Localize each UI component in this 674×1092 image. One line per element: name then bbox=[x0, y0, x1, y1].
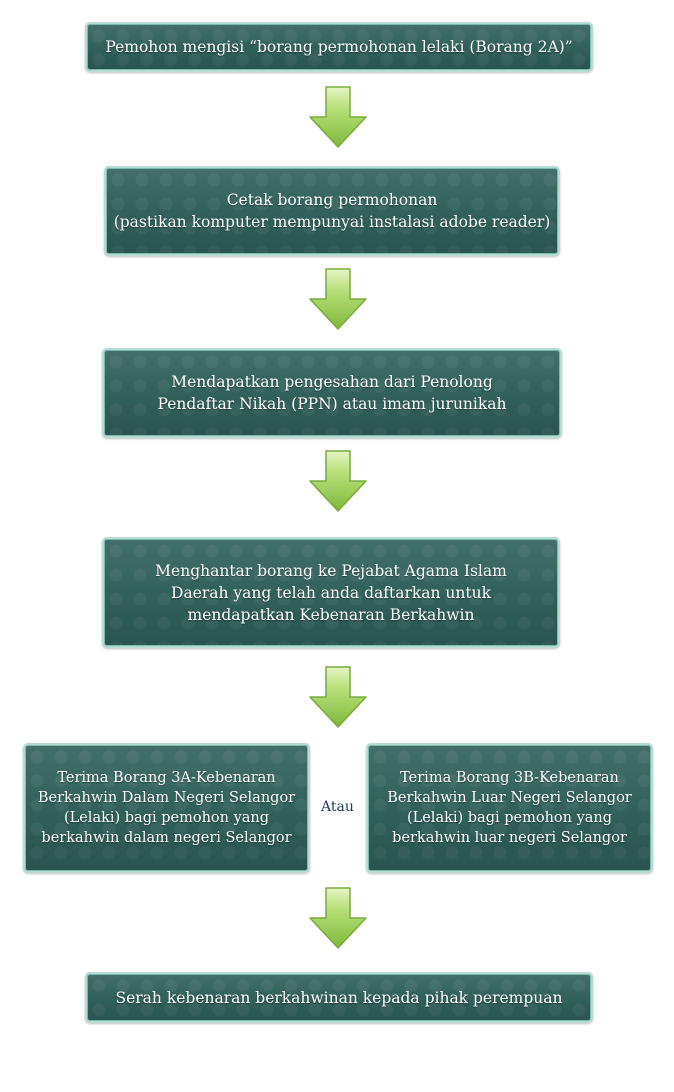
step-2-box bbox=[104, 166, 560, 256]
step-1-box bbox=[85, 22, 593, 72]
step-2-line-2: (pastikan komputer mempunyai instalasi adobe reader) bbox=[113, 213, 551, 231]
step-4-line-3: mendapatkan Kebenaran Berkahwin bbox=[187, 605, 475, 624]
branch-3b-line-2: Berkahwin Luar Negeri Selangor bbox=[387, 790, 632, 806]
step-2-line-1: Cetak borang permohonan bbox=[226, 191, 438, 209]
branch-3b-line-4: berkahwin luar negeri Selangor bbox=[392, 830, 627, 846]
down-arrow-icon bbox=[309, 450, 367, 512]
branch-3a-line-4: berkahwin dalam negeri Selangor bbox=[41, 830, 292, 846]
step-4-line-1: Menghantar borang ke Pejabat Agama Islam bbox=[155, 561, 507, 580]
final-step-box bbox=[85, 972, 593, 1023]
final-step-line-1: Serah kebenaran berkahwinan kepada pihak perempuan bbox=[115, 988, 563, 1007]
down-arrow-icon bbox=[309, 666, 367, 728]
branch-3b-line-1: Terima Borang 3B-Kebenaran bbox=[400, 770, 619, 786]
down-arrow-icon bbox=[309, 887, 367, 949]
branch-3a-line-1: Terima Borang 3A-Kebenaran bbox=[57, 770, 276, 786]
branch-3b-line-3: (Lelaki) bagi pemohon yang bbox=[406, 810, 613, 826]
step-3-line-2: Pendaftar Nikah (PPN) atau imam jurunikah bbox=[157, 395, 507, 413]
atau-separator: Atau bbox=[321, 799, 354, 815]
down-arrow-icon bbox=[309, 268, 367, 330]
branch-3a-line-3: (Lelaki) bagi pemohon yang bbox=[63, 810, 270, 826]
step-3-box bbox=[102, 348, 562, 438]
step-3-line-1: Mendapatkan pengesahan dari Penolong bbox=[171, 373, 493, 391]
branch-3a-box bbox=[23, 743, 310, 873]
down-arrow-icon bbox=[309, 86, 367, 148]
branch-3a-line-2: Berkahwin Dalam Negeri Selangor bbox=[37, 790, 296, 806]
branch-3b-box bbox=[366, 743, 653, 873]
step-4-box bbox=[102, 537, 560, 648]
step-4-line-2: Daerah yang telah anda daftarkan untuk bbox=[171, 583, 491, 602]
step-1-line-1: Pemohon mengisi “borang permohonan lelaki (Borang 2A)” bbox=[105, 38, 573, 56]
